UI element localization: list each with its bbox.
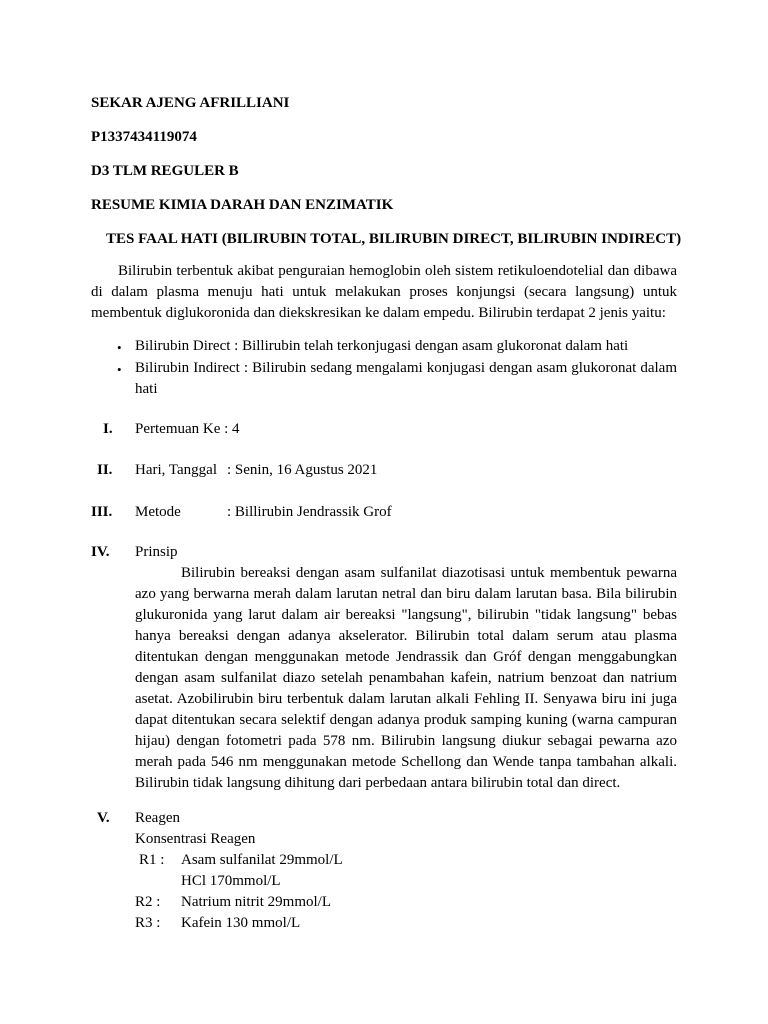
principle-line: hanya bereaksi dengan adanya akselerator. Bilirubin total dalam serum atau plasma <box>135 628 677 644</box>
student-id: P1337434119074 <box>91 129 197 145</box>
section-number: I. <box>103 421 113 437</box>
method-label: Metode <box>135 504 181 520</box>
section-number: V. <box>97 810 110 826</box>
principle-line: dapat ditentukan secara selektif dengan adanya produk samping kuning (warna campuran <box>135 712 677 728</box>
student-class: D3 TLM REGULER B <box>91 163 239 179</box>
method-value: : Billirubin Jendrassik Grof <box>227 504 392 520</box>
reagent-label: R1 : <box>139 852 165 868</box>
bullet-marker: • <box>117 362 122 377</box>
reagent-item: HCl 170mmol/L <box>181 873 281 889</box>
bullet-indirect: Bilirubin Indirect : Bilirubin sedang mengalami konjugasi dengan asam glukoronat dalam <box>135 360 677 376</box>
date-value: : Senin, 16 Agustus 2021 <box>227 462 378 478</box>
test-title: TES FAAL HATI (BILIRUBIN TOTAL, BILIRUBIN DIRECT, BILIRUBIN INDIRECT) <box>106 231 682 247</box>
reagent-label: R3 : <box>135 915 161 931</box>
principle-line: azo yang berwarna merah dalam larutan netral dan biru dalam larutan basa. Bila bilirubin <box>135 586 677 602</box>
student-name: SEKAR AJENG AFRILLIANI <box>91 95 290 111</box>
reagent-label: R2 : <box>135 894 161 910</box>
reagent-title: Reagen <box>135 810 180 826</box>
section-number: II. <box>97 462 113 478</box>
intro-line: Bilirubin terbentuk akibat penguraian hemoglobin oleh sistem retikuloendotelial dan dibawa <box>118 263 677 279</box>
reagent-subtitle: Konsentrasi Reagen <box>135 831 256 847</box>
bullet-direct: Bilirubin Direct : Billirubin telah terkonjugasi dengan asam glukoronat dalam hati <box>135 338 629 354</box>
principle-line: asetat. Azobilirubin biru terbentuk dalam larutan alkali Fehling II. Senyawa biru ini juga <box>135 691 677 707</box>
principle-title: Prinsip <box>135 544 178 560</box>
reagent-item: Natrium nitrit 29mmol/L <box>181 894 331 910</box>
principle-line: dengan asam sulfanilat diazo setelah penambahan kafein, natrium benzoat dan natrium <box>135 670 677 686</box>
section-meeting: Pertemuan Ke : 4 <box>135 421 240 437</box>
principle-line: Bilirubin tidak langsung dihitung dari perbedaan antara bilirubin total dan direct. <box>135 775 621 791</box>
principle-line: merah pada 546 nm menggunakan metode Schellong dan Wende tanpa tambahan alkali. <box>135 754 677 770</box>
intro-line: di dalam plasma menuju hati untuk melakukan proses konjungsi (secara langsung) untuk <box>91 284 677 300</box>
principle-line: hijau) dengan fotometri pada 578 nm. Bilirubin langsung diukur sebagai pewarna azo <box>135 733 677 749</box>
date-label: Hari, Tanggal <box>135 462 217 478</box>
reagent-item: Asam sulfanilat 29mmol/L <box>181 852 343 868</box>
bullet-marker: • <box>117 340 122 355</box>
reagent-item: Kafein 130 mmol/L <box>181 915 301 931</box>
resume-title: RESUME KIMIA DARAH DAN ENZIMATIK <box>91 197 394 213</box>
section-number: III. <box>91 504 113 520</box>
section-number: IV. <box>91 544 110 560</box>
intro-line: membentuk diglukoronida dan diekskresikan ke dalam empedu. Bilirubin terdapat 2 jenis yaitu: <box>91 305 666 321</box>
principle-line: glukuronida yang larut dalam air bereaksi "langsung", bilirubin "tidak langsung" bebas <box>135 607 677 623</box>
principle-line: ditentukan dengan menggunakan metode Jendrassik dan Gróf dengan menggabungkan <box>135 649 677 665</box>
principle-line: Bilirubin bereaksi dengan asam sulfanilat diazotisasi untuk membentuk pewarna <box>181 565 677 581</box>
bullet-indirect-cont: hati <box>135 381 158 397</box>
